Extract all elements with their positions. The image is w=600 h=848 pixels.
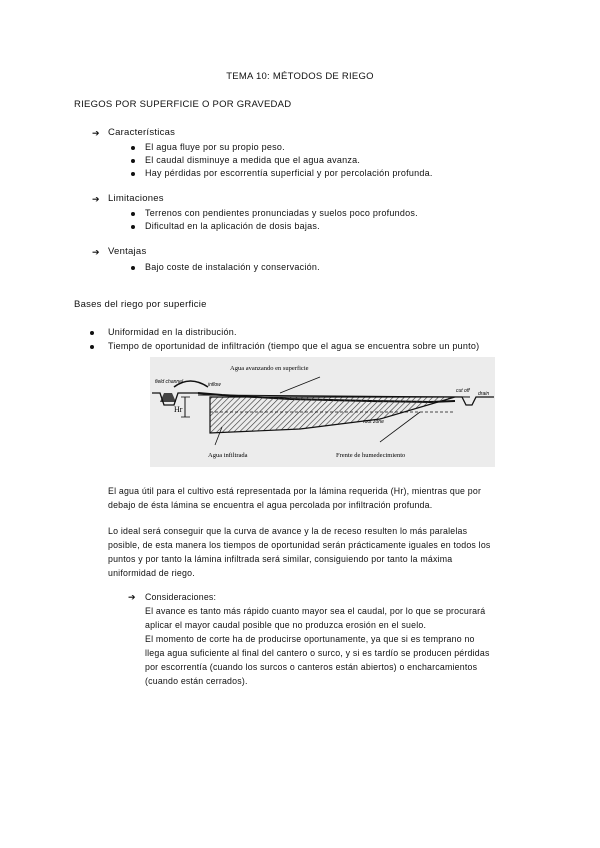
caracteristicas-label: Características — [108, 127, 176, 138]
list-item: Dificultad en la aplicación de dosis bajas. — [145, 221, 320, 231]
page-title: TEMA 10: MÉTODOS DE RIEGO — [226, 71, 374, 82]
paragraph-line: puntos y por tanto la lámina infiltrada será similar, consiguiendo por tanto la máxima — [108, 554, 453, 564]
label-advance: Agua avanzando en superficie — [230, 365, 309, 372]
section-heading: RIEGOS POR SUPERFICIE O POR GRAVEDAD — [74, 99, 292, 110]
label-drain: drain — [478, 391, 490, 397]
paragraph-line: El momento de corte ha de producirse oportunamente, ya que si es temprano no — [145, 634, 475, 644]
label-hr: Hr — [174, 405, 183, 414]
paragraph-line: debajo de ésta lámina se encuentra el agua percolada por infiltración profunda. — [108, 500, 433, 510]
limitaciones-label: Limitaciones — [108, 193, 164, 204]
bullet-icon — [131, 212, 135, 216]
paragraph-line: por escorrentía (cuando los surcos o canteros están abiertos) o encharcamientos — [145, 662, 478, 672]
paragraph-line: (cuando están cerrados). — [145, 676, 248, 686]
label-inflow: inflow — [208, 382, 221, 388]
paragraph-2 — [108, 524, 491, 580]
paragraph-line: aplicar el mayor caudal posible que no produzca erosión en el suelo. — [145, 620, 427, 630]
paragraph-1 — [108, 484, 481, 512]
paragraph-line: llega agua suficiente al final del cantero o surco, y si es tardío se producen pérdidas — [145, 648, 490, 658]
arrow-icon: ➔ — [92, 247, 100, 257]
irrigation-diagram — [150, 357, 495, 467]
bases-heading: Bases del riego por superficie — [74, 299, 207, 310]
paragraph-line: uniformidad de riego. — [108, 568, 195, 578]
bullet-icon — [131, 266, 135, 270]
paragraph-line: El avance es tanto más rápido cuanto mayor sea el caudal, por lo que se procurará — [145, 606, 486, 616]
consideraciones-block — [145, 590, 490, 688]
arrow-icon: ➔ — [128, 592, 136, 602]
arrow-icon: ➔ — [92, 128, 100, 138]
bullet-icon — [131, 225, 135, 229]
label-wetting-front: Frente de humedecimiento — [336, 452, 406, 459]
list-item: Uniformidad en la distribución. — [108, 327, 237, 337]
bullet-icon — [131, 159, 135, 163]
paragraph-line: posible, de esta manera los tiempos de oportunidad serán prácticamente iguales en todos los — [108, 540, 491, 550]
list-item: Tiempo de oportunidad de infiltración (tiempo que el agua se encuentra sobre un punto) — [108, 341, 480, 351]
ventajas-label: Ventajas — [108, 246, 147, 257]
bullet-icon — [90, 331, 94, 335]
consideraciones-label: Consideraciones: — [145, 592, 217, 602]
paragraph-line: El agua útil para el cultivo está representada por la lámina requerida (Hr), mientras que por — [108, 486, 482, 496]
list-item: Bajo coste de instalación y conservación. — [145, 262, 320, 272]
label-cutoff: cut off — [456, 388, 470, 394]
bullet-icon — [90, 345, 94, 349]
label-field-channel: field channel — [155, 379, 184, 385]
label-root-zone: root zone — [363, 419, 384, 425]
arrow-icon: ➔ — [92, 194, 100, 204]
list-item: Hay pérdidas por escorrentía superficial y por percolación profunda. — [145, 168, 433, 178]
list-item: El agua fluye por su propio peso. — [145, 142, 285, 152]
bullet-icon — [131, 146, 135, 150]
paragraph-line: Lo ideal será conseguir que la curva de avance y la de receso resulten lo más paralelas — [108, 526, 468, 536]
list-item: El caudal disminuye a medida que el agua avanza. — [145, 155, 361, 165]
bullet-icon — [131, 172, 135, 176]
list-item: Terrenos con pendientes pronunciadas y suelos poco profundos. — [145, 208, 418, 218]
label-infiltrated: Agua infiltrada — [208, 452, 248, 459]
